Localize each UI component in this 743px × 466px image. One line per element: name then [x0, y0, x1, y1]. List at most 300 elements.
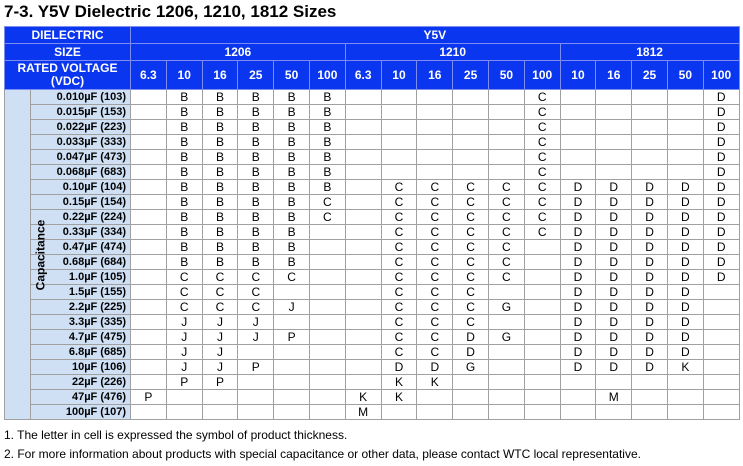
capacitance-value-label: 0.10µF (104) — [31, 180, 131, 195]
thickness-cell — [667, 405, 703, 420]
thickness-cell — [345, 135, 381, 150]
thickness-cell: C — [381, 345, 417, 360]
thickness-cell — [345, 210, 381, 225]
table-row — [5, 315, 740, 330]
thickness-cell — [453, 375, 489, 390]
thickness-cell: P — [274, 330, 310, 345]
thickness-cell — [309, 270, 345, 285]
thickness-cell: B — [274, 150, 310, 165]
thickness-cell: D — [596, 195, 632, 210]
thickness-cell: C — [453, 195, 489, 210]
thickness-cell — [166, 390, 202, 405]
capacitance-value-label: 0.22µF (224) — [31, 210, 131, 225]
size-1206: 1206 — [131, 44, 346, 61]
thickness-cell: G — [488, 330, 524, 345]
thickness-cell — [345, 195, 381, 210]
thickness-cell: D — [703, 120, 739, 135]
thickness-cell: D — [560, 315, 596, 330]
thickness-cell — [524, 405, 560, 420]
thickness-cell — [667, 120, 703, 135]
thickness-cell: C — [524, 120, 560, 135]
thickness-cell — [524, 345, 560, 360]
capacitance-value-label: 6.8µF (685) — [31, 345, 131, 360]
thickness-cell — [560, 390, 596, 405]
thickness-cell: B — [274, 135, 310, 150]
thickness-cell: P — [166, 375, 202, 390]
thickness-cell — [524, 390, 560, 405]
thickness-cell — [524, 330, 560, 345]
capacitance-value-label: 0.015µF (153) — [31, 105, 131, 120]
thickness-cell: D — [560, 300, 596, 315]
capacitance-value-label: 0.033µF (333) — [31, 135, 131, 150]
thickness-cell: B — [238, 195, 274, 210]
capacitance-value-label: 0.022µF (223) — [31, 120, 131, 135]
thickness-cell: B — [202, 135, 238, 150]
table-row — [5, 375, 740, 390]
thickness-cell: J — [202, 330, 238, 345]
thickness-cell: D — [703, 195, 739, 210]
thickness-cell — [417, 90, 453, 105]
thickness-cell — [560, 405, 596, 420]
thickness-cell — [488, 90, 524, 105]
thickness-cell: C — [524, 210, 560, 225]
thickness-cell: B — [166, 150, 202, 165]
capacitance-value-label: 2.2µF (225) — [31, 300, 131, 315]
table-row — [5, 300, 740, 315]
thickness-cell: B — [238, 105, 274, 120]
thickness-cell — [667, 135, 703, 150]
thickness-cell — [345, 240, 381, 255]
thickness-cell: C — [488, 225, 524, 240]
thickness-cell — [560, 90, 596, 105]
capacitance-value-label: 100µF (107) — [31, 405, 131, 420]
thickness-cell: C — [381, 240, 417, 255]
capacitance-value-label: 47µF (476) — [31, 390, 131, 405]
thickness-cell: C — [381, 285, 417, 300]
capacitance-value-label: 0.47µF (474) — [31, 240, 131, 255]
page-title: 7-3. Y5V Dielectric 1206, 1210, 1812 Sizes — [4, 2, 337, 21]
table-row — [5, 210, 740, 225]
thickness-cell: D — [632, 240, 668, 255]
thickness-cell — [131, 360, 167, 375]
thickness-cell — [453, 390, 489, 405]
thickness-cell: C — [238, 270, 274, 285]
thickness-cell: D — [632, 255, 668, 270]
thickness-cell: C — [417, 315, 453, 330]
size-row — [5, 44, 740, 61]
thickness-cell: D — [667, 300, 703, 315]
thickness-cell: C — [202, 300, 238, 315]
thickness-cell: K — [345, 390, 381, 405]
table-row — [5, 225, 740, 240]
thickness-cell — [488, 405, 524, 420]
thickness-cell: D — [596, 255, 632, 270]
thickness-cell — [524, 285, 560, 300]
thickness-cell — [560, 105, 596, 120]
thickness-cell — [703, 345, 739, 360]
y5v-size-table — [4, 26, 740, 420]
thickness-cell — [131, 120, 167, 135]
thickness-cell: B — [238, 90, 274, 105]
thickness-cell: C — [381, 210, 417, 225]
thickness-cell: C — [202, 285, 238, 300]
thickness-cell: C — [417, 330, 453, 345]
thickness-cell — [488, 120, 524, 135]
thickness-cell: C — [381, 330, 417, 345]
thickness-cell: D — [667, 330, 703, 345]
thickness-cell: D — [596, 240, 632, 255]
thickness-cell: D — [381, 360, 417, 375]
thickness-cell — [131, 150, 167, 165]
voltage-1812-50: 50 — [667, 61, 703, 90]
voltage-1206-25: 25 — [238, 61, 274, 90]
thickness-cell — [524, 255, 560, 270]
thickness-cell — [632, 405, 668, 420]
thickness-cell — [417, 105, 453, 120]
thickness-cell — [596, 135, 632, 150]
thickness-cell: C — [381, 255, 417, 270]
thickness-cell: C — [417, 225, 453, 240]
thickness-cell: J — [166, 360, 202, 375]
thickness-cell: D — [596, 285, 632, 300]
thickness-cell: J — [166, 345, 202, 360]
thickness-cell: D — [667, 285, 703, 300]
thickness-cell: C — [417, 195, 453, 210]
table-row — [5, 105, 740, 120]
thickness-cell — [632, 375, 668, 390]
thickness-cell: C — [453, 270, 489, 285]
thickness-cell — [453, 150, 489, 165]
thickness-cell: C — [381, 195, 417, 210]
thickness-cell — [488, 390, 524, 405]
thickness-cell: C — [488, 210, 524, 225]
thickness-cell: C — [453, 300, 489, 315]
thickness-cell: B — [202, 165, 238, 180]
thickness-cell: C — [524, 225, 560, 240]
thickness-cell — [453, 120, 489, 135]
thickness-cell — [131, 225, 167, 240]
thickness-cell: D — [560, 255, 596, 270]
thickness-cell — [381, 150, 417, 165]
thickness-cell: B — [309, 90, 345, 105]
thickness-cell — [309, 240, 345, 255]
thickness-cell — [345, 165, 381, 180]
thickness-cell — [596, 90, 632, 105]
thickness-cell: P — [238, 360, 274, 375]
thickness-cell — [703, 330, 739, 345]
thickness-cell — [345, 345, 381, 360]
voltage-1210-25: 25 — [453, 61, 489, 90]
thickness-cell — [309, 330, 345, 345]
thickness-cell: D — [632, 285, 668, 300]
thickness-cell: B — [166, 120, 202, 135]
thickness-cell: B — [309, 165, 345, 180]
thickness-cell: D — [632, 300, 668, 315]
thickness-cell: B — [202, 120, 238, 135]
table-row — [5, 195, 740, 210]
thickness-cell: B — [166, 225, 202, 240]
thickness-cell: B — [238, 180, 274, 195]
thickness-cell: C — [488, 270, 524, 285]
thickness-cell: G — [488, 300, 524, 315]
thickness-cell: C — [524, 150, 560, 165]
thickness-cell — [703, 300, 739, 315]
thickness-cell: C — [166, 285, 202, 300]
thickness-cell — [345, 90, 381, 105]
thickness-cell: B — [166, 255, 202, 270]
thickness-cell — [345, 255, 381, 270]
thickness-cell: M — [345, 405, 381, 420]
thickness-cell — [345, 150, 381, 165]
thickness-cell — [238, 345, 274, 360]
thickness-cell: K — [381, 375, 417, 390]
thickness-cell — [596, 405, 632, 420]
thickness-cell — [381, 105, 417, 120]
thickness-cell: D — [703, 105, 739, 120]
thickness-cell: D — [596, 210, 632, 225]
thickness-cell: C — [417, 180, 453, 195]
thickness-cell — [596, 105, 632, 120]
table-row — [5, 180, 740, 195]
thickness-cell — [596, 150, 632, 165]
thickness-cell: B — [202, 210, 238, 225]
thickness-cell: D — [596, 180, 632, 195]
thickness-cell: D — [703, 225, 739, 240]
thickness-cell: D — [632, 345, 668, 360]
thickness-cell: C — [524, 105, 560, 120]
thickness-cell — [345, 120, 381, 135]
thickness-cell — [131, 315, 167, 330]
thickness-cell: C — [381, 225, 417, 240]
thickness-cell: C — [381, 315, 417, 330]
thickness-cell: D — [667, 225, 703, 240]
thickness-cell: D — [560, 195, 596, 210]
thickness-cell: D — [667, 255, 703, 270]
capacitance-value-label: 0.047µF (473) — [31, 150, 131, 165]
thickness-cell: M — [596, 390, 632, 405]
voltage-1206-10: 10 — [166, 61, 202, 90]
thickness-cell — [131, 180, 167, 195]
thickness-cell — [596, 375, 632, 390]
thickness-cell — [345, 270, 381, 285]
thickness-cell — [309, 405, 345, 420]
thickness-cell: B — [238, 225, 274, 240]
dielectric-label: DIELECTRIC — [5, 27, 131, 44]
thickness-cell: C — [488, 255, 524, 270]
thickness-cell: C — [417, 255, 453, 270]
note-2: 2. For more information about products with special capacitance or other data, please contact WTC local representative. — [4, 447, 641, 461]
thickness-cell: C — [453, 285, 489, 300]
thickness-cell — [345, 315, 381, 330]
size-label: SIZE — [5, 44, 131, 61]
thickness-cell: B — [166, 210, 202, 225]
thickness-cell: B — [274, 210, 310, 225]
thickness-cell: C — [488, 240, 524, 255]
thickness-cell: D — [632, 210, 668, 225]
thickness-cell — [131, 270, 167, 285]
thickness-cell: J — [274, 300, 310, 315]
rated-voltage-row — [5, 61, 740, 90]
thickness-cell — [131, 240, 167, 255]
thickness-cell — [667, 375, 703, 390]
thickness-cell — [524, 300, 560, 315]
thickness-cell: C — [524, 135, 560, 150]
capacitance-value-label: 10µF (106) — [31, 360, 131, 375]
thickness-cell: C — [524, 195, 560, 210]
thickness-cell: C — [309, 195, 345, 210]
thickness-cell — [488, 285, 524, 300]
thickness-cell — [560, 375, 596, 390]
thickness-cell: B — [274, 90, 310, 105]
thickness-cell: D — [560, 360, 596, 375]
thickness-cell: C — [453, 225, 489, 240]
thickness-cell — [309, 375, 345, 390]
thickness-cell: D — [667, 195, 703, 210]
thickness-cell: C — [417, 240, 453, 255]
thickness-cell: B — [166, 165, 202, 180]
thickness-cell — [524, 240, 560, 255]
voltage-1210-100: 100 — [524, 61, 560, 90]
thickness-cell: P — [131, 390, 167, 405]
thickness-cell — [238, 390, 274, 405]
thickness-cell: D — [667, 270, 703, 285]
thickness-cell: J — [202, 315, 238, 330]
thickness-cell: K — [381, 390, 417, 405]
thickness-cell: J — [166, 315, 202, 330]
thickness-cell — [453, 405, 489, 420]
thickness-cell: D — [667, 315, 703, 330]
thickness-cell: C — [417, 285, 453, 300]
thickness-cell — [345, 180, 381, 195]
thickness-cell: B — [202, 180, 238, 195]
thickness-cell — [488, 105, 524, 120]
thickness-cell: D — [596, 360, 632, 375]
thickness-cell: B — [238, 210, 274, 225]
thickness-cell: G — [453, 360, 489, 375]
thickness-cell: D — [596, 300, 632, 315]
thickness-cell — [488, 360, 524, 375]
thickness-cell — [274, 345, 310, 360]
thickness-cell — [131, 90, 167, 105]
thickness-cell: D — [667, 345, 703, 360]
thickness-cell — [560, 165, 596, 180]
thickness-cell: D — [703, 210, 739, 225]
dielectric-row — [5, 27, 740, 44]
thickness-cell — [309, 225, 345, 240]
thickness-cell — [345, 300, 381, 315]
thickness-cell: B — [274, 105, 310, 120]
thickness-cell — [703, 360, 739, 375]
thickness-cell: C — [524, 90, 560, 105]
thickness-cell — [632, 165, 668, 180]
thickness-cell: B — [309, 180, 345, 195]
thickness-cell — [309, 315, 345, 330]
capacitance-axis-label — [5, 90, 48, 420]
thickness-cell — [488, 315, 524, 330]
voltage-1812-100: 100 — [703, 61, 739, 90]
voltage-1210-50: 50 — [488, 61, 524, 90]
thickness-cell: D — [560, 240, 596, 255]
thickness-cell: B — [238, 165, 274, 180]
voltage-1206-6.3: 6.3 — [131, 61, 167, 90]
thickness-cell: D — [632, 330, 668, 345]
thickness-cell — [381, 120, 417, 135]
thickness-cell: D — [560, 180, 596, 195]
thickness-cell: B — [309, 105, 345, 120]
thickness-cell — [488, 375, 524, 390]
thickness-cell: D — [632, 360, 668, 375]
thickness-cell: D — [453, 345, 489, 360]
table-row — [5, 405, 740, 420]
thickness-cell: B — [274, 180, 310, 195]
thickness-cell: D — [632, 180, 668, 195]
thickness-cell — [309, 255, 345, 270]
thickness-cell: B — [238, 240, 274, 255]
thickness-cell: D — [667, 240, 703, 255]
thickness-cell: B — [202, 105, 238, 120]
thickness-cell: B — [166, 105, 202, 120]
thickness-cell — [667, 150, 703, 165]
thickness-cell — [453, 165, 489, 180]
thickness-cell — [381, 90, 417, 105]
thickness-cell — [309, 390, 345, 405]
thickness-cell: B — [166, 240, 202, 255]
thickness-cell: B — [274, 195, 310, 210]
thickness-cell: B — [166, 180, 202, 195]
thickness-cell — [131, 105, 167, 120]
table-row — [5, 255, 740, 270]
thickness-cell — [131, 405, 167, 420]
thickness-cell — [274, 405, 310, 420]
thickness-cell — [417, 165, 453, 180]
thickness-cell — [345, 105, 381, 120]
voltage-1210-6.3: 6.3 — [345, 61, 381, 90]
dielectric-value: Y5V — [131, 27, 740, 44]
thickness-cell: C — [238, 300, 274, 315]
thickness-cell: C — [274, 270, 310, 285]
voltage-1812-10: 10 — [560, 61, 596, 90]
table-row — [5, 345, 740, 360]
thickness-cell: D — [560, 330, 596, 345]
thickness-cell: C — [488, 180, 524, 195]
thickness-cell: B — [238, 255, 274, 270]
thickness-cell — [560, 150, 596, 165]
thickness-cell: B — [202, 240, 238, 255]
size-1210: 1210 — [345, 44, 560, 61]
thickness-cell — [202, 405, 238, 420]
capacitance-value-label: 1.0µF (105) — [31, 270, 131, 285]
thickness-cell: D — [596, 270, 632, 285]
thickness-cell: D — [667, 210, 703, 225]
thickness-cell: C — [524, 165, 560, 180]
thickness-cell — [131, 135, 167, 150]
thickness-cell — [309, 300, 345, 315]
thickness-cell: D — [667, 180, 703, 195]
thickness-cell: D — [560, 210, 596, 225]
table-row — [5, 390, 740, 405]
thickness-cell — [274, 390, 310, 405]
table-row — [5, 150, 740, 165]
thickness-cell: C — [453, 210, 489, 225]
capacitance-value-label: 0.68µF (684) — [31, 255, 131, 270]
thickness-cell — [488, 165, 524, 180]
thickness-cell — [131, 300, 167, 315]
capacitance-value-label: 0.010µF (103) — [31, 90, 131, 105]
thickness-cell — [274, 360, 310, 375]
capacitance-value-label: 4.7µF (475) — [31, 330, 131, 345]
thickness-cell: C — [417, 345, 453, 360]
thickness-cell — [488, 150, 524, 165]
